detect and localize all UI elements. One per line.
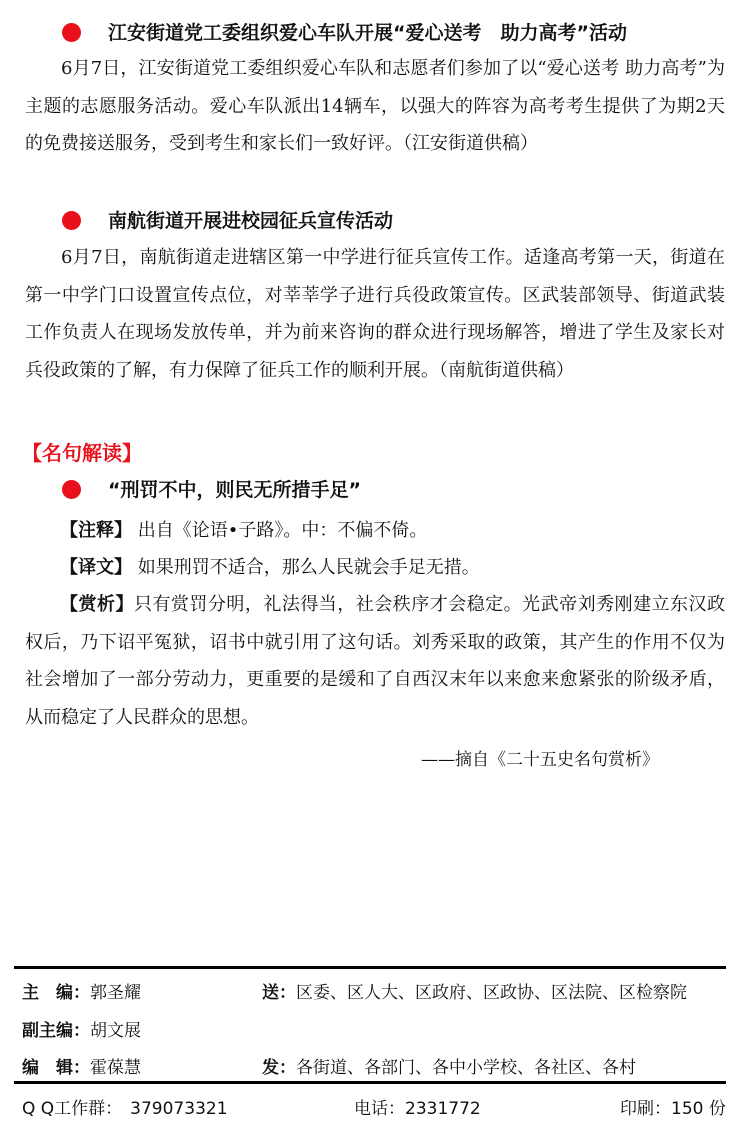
note-label: 【注释】 <box>60 520 132 541</box>
chief-editor: 主 编：郭圣耀 <box>22 983 141 1003</box>
red-bullet-icon <box>62 480 81 499</box>
qq-group: Q Q工作群： 379073321 <box>22 1099 228 1119</box>
news-body: 6月7日，南航街道走进辖区第一中学进行征兵宣传工作。适逢高考第一天，街道在第一中学门口设置宣传点位，对莘莘学子进行兵役政策宣传。区武装部领导、街道武装工作负责人在现场发放传单，并为前来咨询的群众进行现场解答，增进了学生及家长对兵役政策的了解，有力保障了征兵工作的顺利开展。（南航街道供稿） <box>25 247 725 381</box>
appreciation-label: 【赏析】 <box>60 594 134 615</box>
quote-source: ——摘自《二十五史名句赏析》 <box>421 750 659 770</box>
note-text: 出自《论语•子路》。中：不偏不倚。 <box>137 520 428 541</box>
appreciation-text: 只有赏罚分明，礼法得当，社会秩序才会稳定。光武帝刘秀刚建立东汉政权后，乃下诏平冤狱，诏书中就引用了这句话。刘秀采取的政策，其产生的作用不仅为社会增加了一部分劳动力，更重要的是缓和了自西汉末年以来愈来愈紧张的阶级矛盾，从而稳定了人民群众的思想。 <box>25 594 726 728</box>
footer-top-rule <box>14 966 726 969</box>
news-title: 南航街道开展进校园征兵宣传活动 <box>108 210 394 232</box>
red-bullet-icon <box>62 23 81 42</box>
footer-bottom-rule <box>14 1081 726 1084</box>
news-title: 江安街道党工委组织爱心车队开展“爱心送考 助力高考”活动 <box>108 22 627 44</box>
news-body: 6月7日，江安街道党工委组织爱心车队和志愿者们参加了以“爱心送考 助力高考”为主题的志愿服务活动。爱心车队派出14辆车，以强大的阵容为高考考生提供了为期2天的免费接送服务，受到考生和家长们一致好评。（江安街道供稿） <box>25 58 725 154</box>
print-count: 印刷：150 份 <box>620 1099 726 1119</box>
phone: 电话：2331772 <box>354 1099 481 1119</box>
red-bullet-icon <box>62 211 81 230</box>
appreciation-paragraph <box>25 586 725 736</box>
translation-text: 如果刑罚不适合，那么人民就会手足无措。 <box>137 557 480 578</box>
quote-text: “刑罚不中，则民无所措手足” <box>108 479 361 501</box>
translation-label: 【译文】 <box>60 557 132 578</box>
issue-to: 发：各街道、各部门、各中小学校、各社区、各村 <box>262 1058 636 1078</box>
editor: 编 辑：霍葆慧 <box>22 1058 141 1078</box>
section-title: 【名句解读】 <box>22 441 142 465</box>
note-row <box>60 516 427 542</box>
send-to: 送：区委、区人大、区政府、区政协、区法院、区检察院 <box>262 983 687 1003</box>
translation-row <box>60 553 480 579</box>
deputy-editor: 副主编：胡文展 <box>22 1021 141 1041</box>
